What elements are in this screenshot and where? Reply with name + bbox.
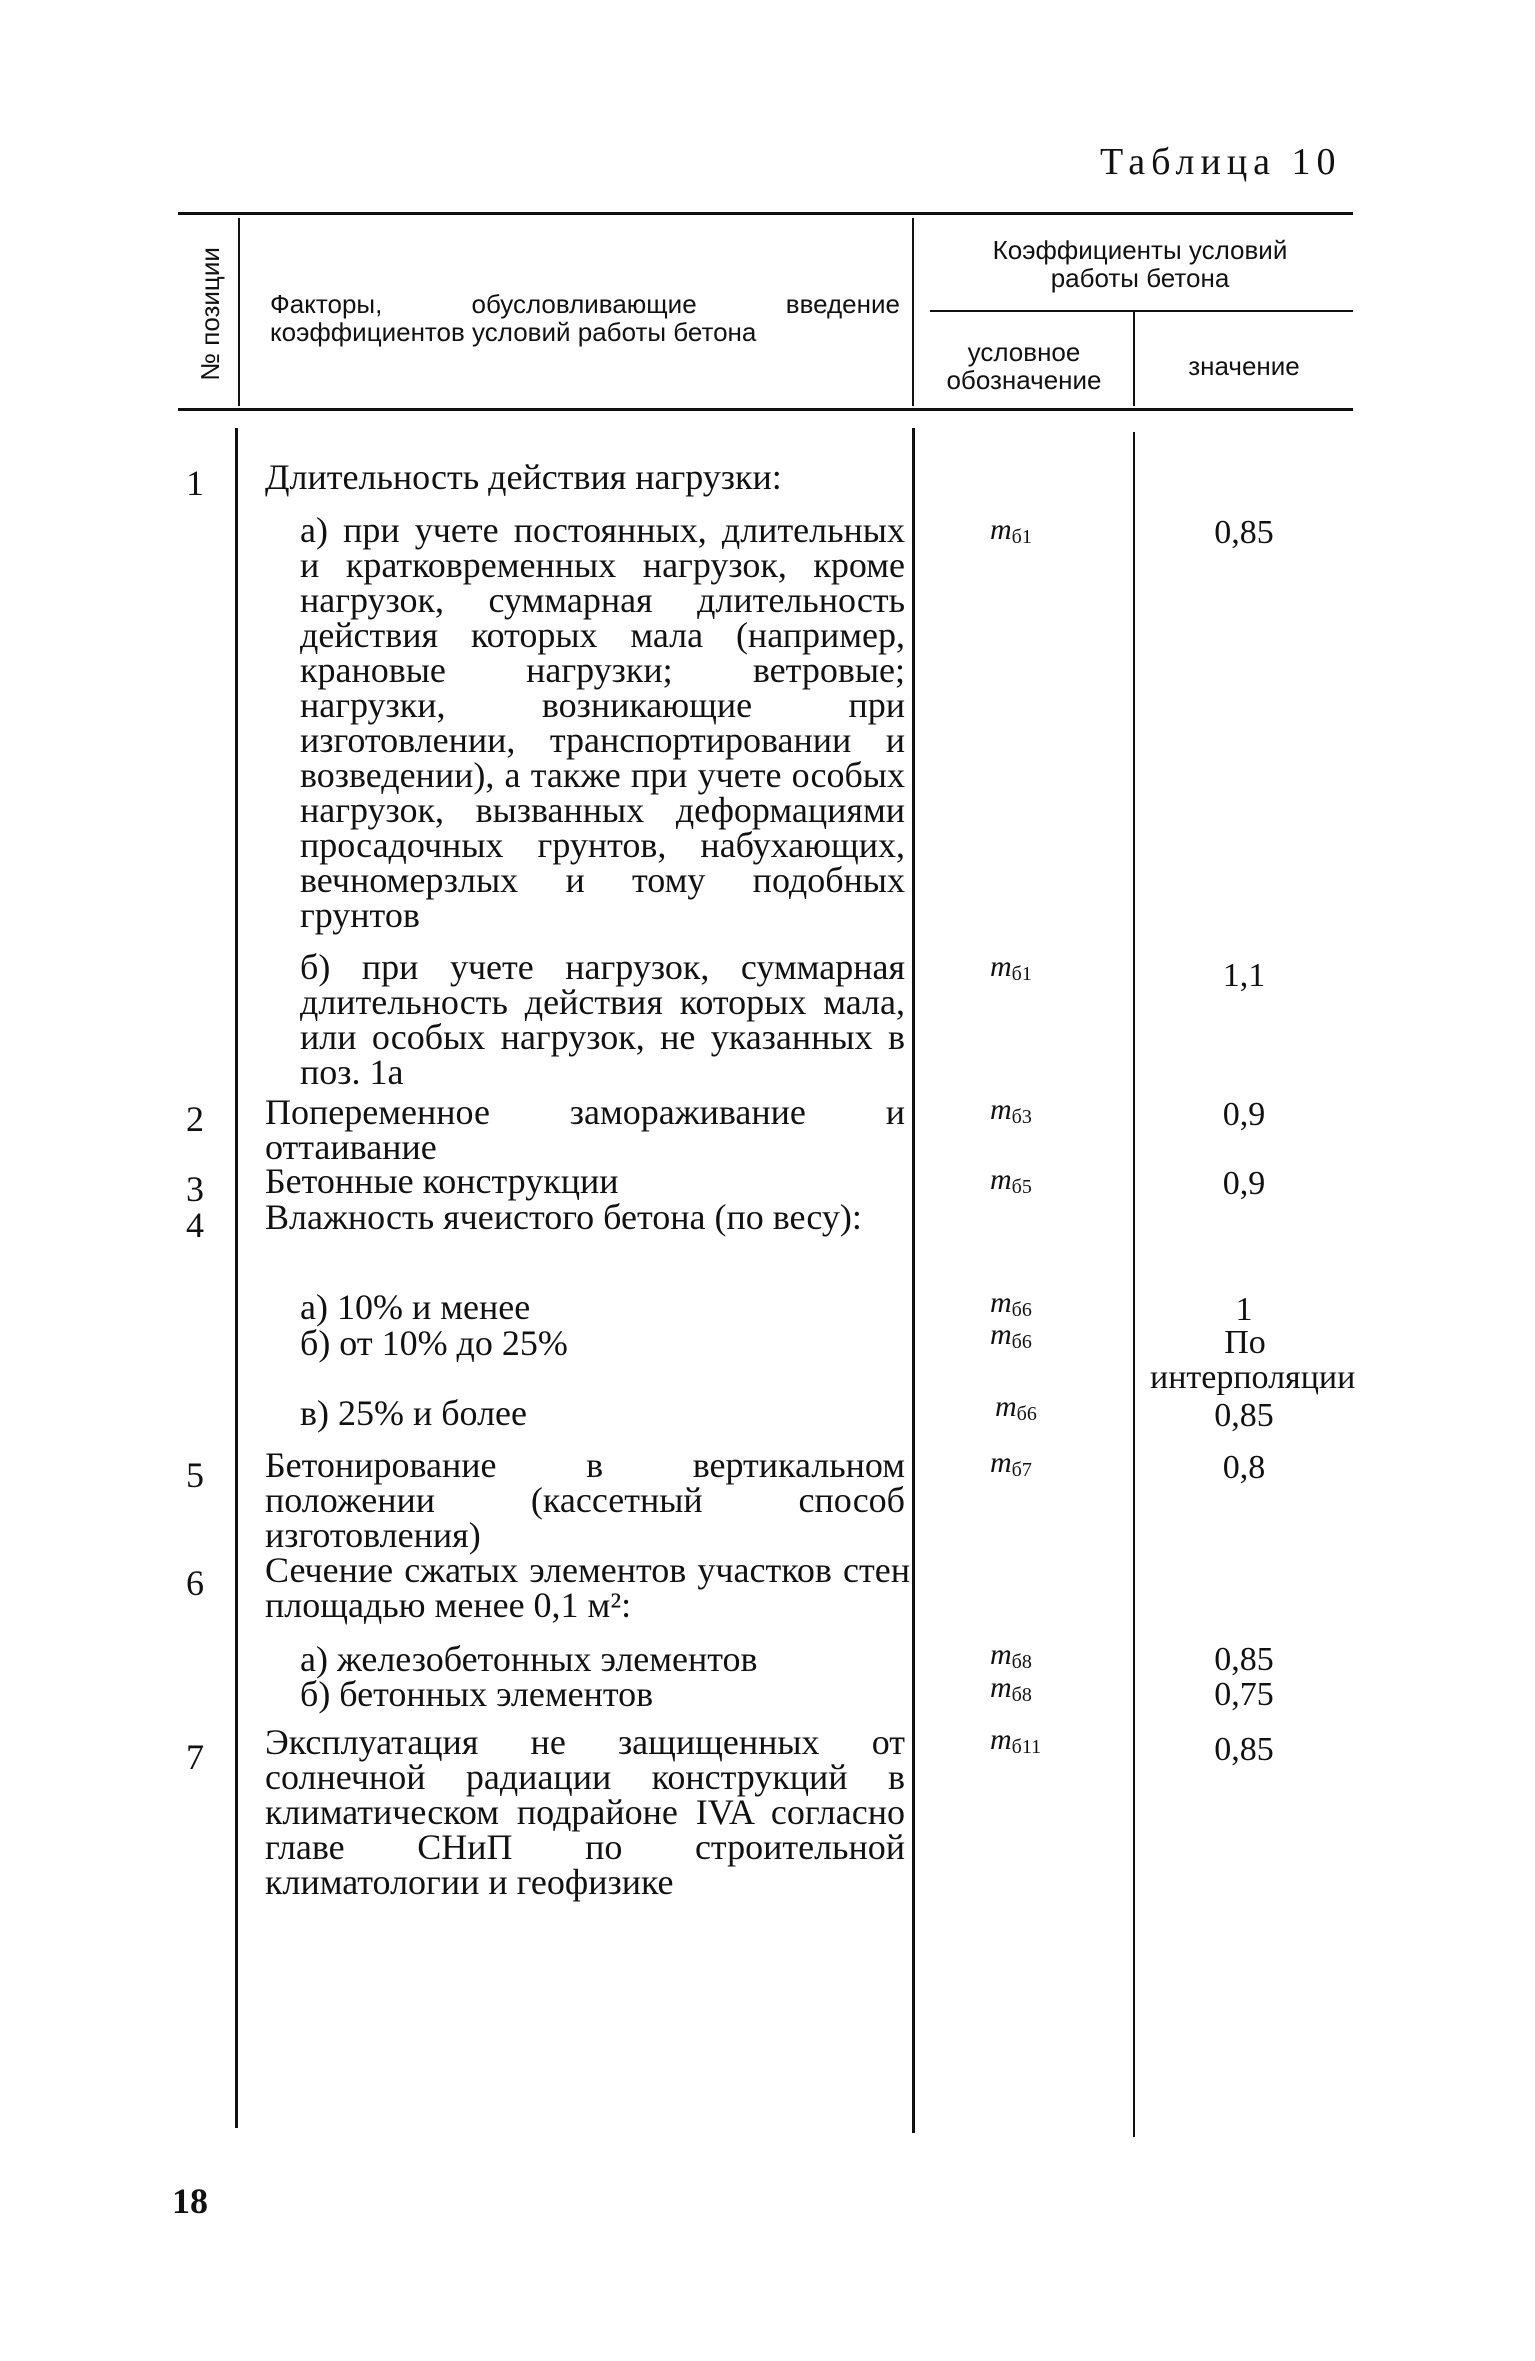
header-factor: Факторы, обусловливающие введение коэффициентов условий работы бетона [270,289,900,347]
coef-value: 0,85 [1214,1731,1274,1768]
coef-split-rule [930,310,1353,312]
page-number: 18 [172,2181,208,2221]
coef-value: 1 [1235,1291,1253,1328]
table-title: Таблица 10 [1100,141,1342,183]
header-bottom-rule [178,408,1353,411]
position-number: 6 [186,1563,204,1603]
coef-value: 0,9 [1222,1096,1266,1133]
body-vline-2 [912,428,915,2133]
header-vline-2 [912,218,914,406]
coef-symbol: $m_{б6}$ [995,1390,1037,1425]
coef-value: 0,8 [1222,1449,1266,1486]
factor-text: Попеременное замораживание и оттаивание [265,1092,905,1167]
coef-symbol: $m_{б1}$ [990,513,1032,548]
body-vline-1 [235,428,238,2128]
coef-value: 0,85 [1214,1641,1274,1678]
header-position: № позиции [195,247,225,381]
coef-value: По интерполяции [1150,1324,1356,1396]
position-number: 2 [186,1099,204,1139]
factor-text: Эксплуатация не защищенных от солнечной радиации конструкций в климатическом подрайоне IVA согласно главе СНиП по строительной климатологии и геофизике [265,1722,905,1902]
factor-text: б) при учете нагрузок, суммарная длительность действия которых мала, или особых нагрузок, не указанных в поз. 1а [300,947,905,1092]
position-number: 5 [186,1455,204,1495]
coef-value: 1,1 [1222,957,1266,994]
position-number: 7 [186,1737,204,1777]
factor-text: Сечение сжатых элементов участков стен площадью менее 0,1 м²: [265,1550,910,1625]
coef-value: 0,75 [1214,1676,1274,1713]
position-number: 4 [186,1205,204,1245]
body-vline-3 [1133,432,1135,2137]
header-symbol: условное обозначение [946,337,1102,395]
coef-symbol: $m_{б11}$ [990,1723,1042,1758]
coef-symbol: $m_{б7}$ [990,1446,1032,1481]
factor-text: Бетонные конструкции [265,1161,619,1201]
factor-text: Длительность действия нагрузки: [265,457,782,497]
coef-value: 0,85 [1214,514,1274,551]
coef-symbol: $m_{б1}$ [990,950,1032,985]
coef-symbol: $m_{б6}$ [990,1286,1032,1321]
coef-value: 0,9 [1222,1165,1266,1202]
coef-symbol: $m_{б3}$ [990,1093,1032,1128]
factor-text: б) от 10% до 25% [300,1323,568,1363]
coef-value: 0,85 [1214,1397,1274,1434]
factor-text: а) при учете постоянных, длительных и кратковременных нагрузок, кроме нагрузок, суммарная длительность действия которых мала (например, крановые нагрузки; ветровые; нагрузки, возникающие при изготовлении, транспортировании и возведении), а также при учете особых нагрузок, вызванных деформациями просадочных грунтов, набухающих, вечномерзлых и тому подобных грунтов [300,510,905,935]
factor-text: а) железобетонных элементов [300,1639,758,1679]
coef-symbol: $m_{б6}$ [990,1318,1032,1353]
coef-symbol: $m_{б8}$ [990,1638,1032,1673]
top-rule [178,212,1353,215]
factor-text: Бетонирование в вертикальном положении (кассетный способ изготовления) [265,1445,905,1555]
header-coefficients: Коэффициенты условий работы бетона [992,235,1288,293]
factor-text: в) 25% и более [300,1393,528,1433]
header-value: значение [1188,351,1300,381]
position-number: 3 [186,1169,204,1209]
factor-text: Влажность ячеистого бетона (по весу): [265,1197,862,1237]
coef-symbol: $m_{б5}$ [990,1163,1032,1198]
factor-text: б) бетонных элементов [300,1674,654,1714]
coef-symbol: $m_{б8}$ [990,1671,1032,1706]
position-number: 1 [186,463,204,503]
factor-text: а) 10% и менее [300,1287,531,1327]
